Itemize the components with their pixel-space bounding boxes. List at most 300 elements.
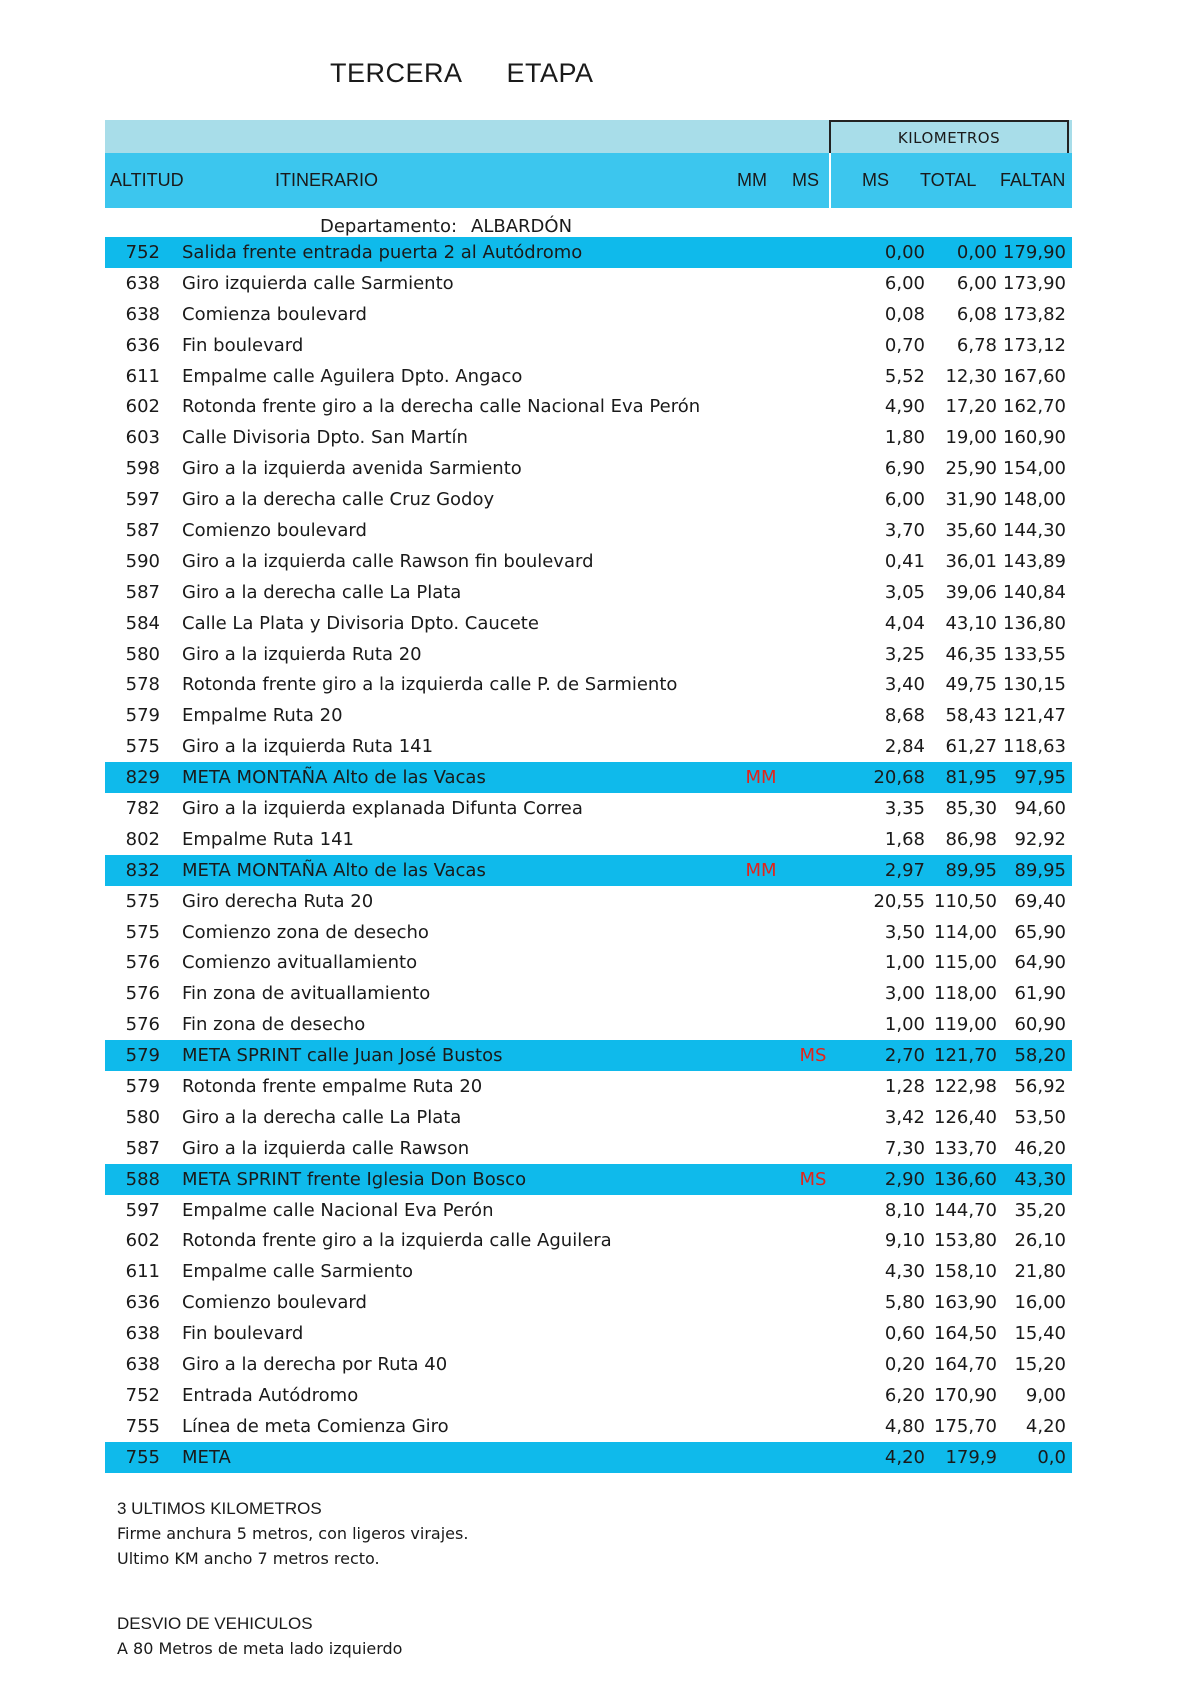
cell-km-total: 58,43 — [945, 705, 997, 727]
cell-km-ms: 1,28 — [884, 1075, 925, 1097]
cell-km-ms: 4,30 — [884, 1261, 925, 1283]
cell-km-faltan: 4,20 — [1025, 1415, 1066, 1437]
cell-altitud: 584 — [125, 612, 160, 634]
table-row — [105, 1318, 1072, 1349]
cell-km-total: 17,20 — [945, 396, 997, 418]
col-header-itinerario: ITINERARIO — [275, 170, 379, 190]
cell-km-faltan: 143,89 — [1003, 550, 1066, 572]
cell-km-ms: 3,00 — [884, 983, 925, 1005]
cell-km-ms: 3,25 — [884, 643, 925, 665]
cell-altitud: 578 — [125, 674, 160, 696]
last-km-title: 3 ULTIMOS KILOMETROS — [117, 1499, 322, 1518]
cell-itinerario: Comienza boulevard — [182, 303, 367, 325]
cell-ms-marker — [788, 453, 838, 484]
cell-mm-marker — [735, 1442, 787, 1473]
table-row — [105, 886, 1072, 917]
cell-ms-marker — [788, 1380, 838, 1411]
department-label: Departamento: — [320, 216, 458, 237]
cell-km-faltan: 121,47 — [1003, 705, 1066, 727]
table-row-highlight — [105, 762, 1072, 793]
cell-altitud: 597 — [125, 1199, 160, 1221]
cell-ms-marker — [788, 793, 838, 824]
cell-mm-marker — [735, 1411, 787, 1442]
cell-altitud: 603 — [125, 427, 160, 449]
cell-km-faltan: 35,20 — [1014, 1199, 1066, 1221]
cell-altitud: 576 — [125, 952, 160, 974]
cell-ms-marker — [788, 1009, 838, 1040]
cell-mm-marker — [735, 391, 787, 422]
cell-mm-marker — [735, 237, 787, 268]
cell-ms-marker — [788, 824, 838, 855]
cell-km-total: 121,70 — [934, 1045, 997, 1067]
table-row — [105, 917, 1072, 948]
cell-km-total: 144,70 — [934, 1199, 997, 1221]
cell-km-total: 85,30 — [945, 797, 997, 819]
cell-itinerario: Empalme Ruta 141 — [182, 828, 354, 850]
cell-km-total: 126,40 — [934, 1106, 997, 1128]
itinerary-rows — [105, 237, 1072, 1473]
cell-mm-marker — [735, 484, 787, 515]
col-header-faltan: FALTAN — [1000, 170, 1066, 190]
cell-altitud: 579 — [125, 1045, 160, 1067]
cell-mm-marker — [735, 1102, 787, 1133]
table-row-highlight — [105, 855, 1072, 886]
table-row — [105, 515, 1072, 546]
cell-itinerario: Fin boulevard — [182, 334, 304, 356]
table-row — [105, 361, 1072, 392]
cell-itinerario: META — [182, 1446, 231, 1468]
cell-km-total: 31,90 — [945, 489, 997, 511]
cell-mm-marker — [735, 1040, 787, 1071]
cell-km-ms: 0,00 — [884, 241, 925, 263]
cell-mm-marker — [735, 608, 787, 639]
cell-itinerario: Calle Divisoria Dpto. San Martín — [182, 427, 468, 449]
cell-km-faltan: 58,20 — [1014, 1045, 1066, 1067]
cell-altitud: 580 — [125, 1106, 160, 1128]
table-row — [105, 1009, 1072, 1040]
cell-km-faltan: 92,92 — [1014, 828, 1066, 850]
cell-altitud: 576 — [125, 983, 160, 1005]
cell-itinerario: Giro a la derecha calle La Plata — [182, 1106, 462, 1128]
cell-ms-marker — [788, 1287, 838, 1318]
cell-ms-marker — [788, 484, 838, 515]
stage-table — [105, 120, 1072, 1473]
cell-mm-marker — [735, 978, 787, 1009]
cell-altitud: 638 — [125, 272, 160, 294]
cell-ms-marker — [788, 917, 838, 948]
cell-itinerario: Línea de meta Comienza Giro — [182, 1415, 449, 1437]
cell-altitud: 611 — [125, 1261, 160, 1283]
cell-mm-marker — [735, 453, 787, 484]
cell-km-total: 43,10 — [945, 612, 997, 634]
cell-altitud: 580 — [125, 643, 160, 665]
cell-altitud: 598 — [125, 458, 160, 480]
cell-km-ms: 1,00 — [884, 1014, 925, 1036]
table-row — [105, 947, 1072, 978]
cell-ms-marker — [788, 1411, 838, 1442]
cell-km-total: 6,08 — [956, 303, 997, 325]
cell-ms-marker — [788, 391, 838, 422]
cell-ms-marker — [788, 608, 838, 639]
cell-km-total: 61,27 — [945, 736, 997, 758]
cell-altitud: 755 — [125, 1415, 160, 1437]
table-row — [105, 1287, 1072, 1318]
cell-km-faltan: 160,90 — [1003, 427, 1066, 449]
cell-altitud: 588 — [125, 1168, 160, 1190]
cell-itinerario: Giro a la derecha calle Cruz Godoy — [182, 489, 495, 511]
cell-km-faltan: 21,80 — [1014, 1261, 1066, 1283]
cell-km-total: 179,9 — [945, 1446, 997, 1468]
cell-ms-marker — [788, 762, 838, 793]
cell-ms-marker — [788, 639, 838, 670]
col-header-km-ms: MS — [862, 170, 889, 190]
cell-altitud: 636 — [125, 1292, 160, 1314]
table-row — [105, 978, 1072, 1009]
cell-itinerario: Giro a la derecha calle La Plata — [182, 581, 462, 603]
cell-altitud: 602 — [125, 396, 160, 418]
cell-km-ms: 20,68 — [873, 767, 925, 789]
cell-km-total: 164,50 — [934, 1323, 997, 1345]
cell-km-faltan: 89,95 — [1014, 859, 1066, 881]
cell-ms-marker — [788, 546, 838, 577]
cell-km-total: 19,00 — [945, 427, 997, 449]
table-row-highlight — [105, 1040, 1072, 1071]
cell-km-ms: 2,84 — [884, 736, 925, 758]
cell-altitud: 587 — [125, 1137, 160, 1159]
col-header-total: TOTAL — [920, 170, 977, 190]
cell-mm-marker — [735, 886, 787, 917]
table-row — [105, 1411, 1072, 1442]
cell-ms-marker — [788, 361, 838, 392]
cell-km-total: 115,00 — [934, 952, 997, 974]
col-header-ms: MS — [792, 170, 819, 190]
cell-mm-marker — [735, 824, 787, 855]
cell-km-faltan: 94,60 — [1014, 797, 1066, 819]
cell-ms-marker — [788, 1318, 838, 1349]
table-row — [105, 1256, 1072, 1287]
cell-altitud: 752 — [125, 1384, 160, 1406]
cell-itinerario: Giro izquierda calle Sarmiento — [182, 272, 454, 294]
cell-ms-marker — [788, 886, 838, 917]
cell-km-total: 86,98 — [945, 828, 997, 850]
table-row — [105, 824, 1072, 855]
cell-ms-marker: MS — [799, 1168, 827, 1190]
cell-km-ms: 4,20 — [884, 1446, 925, 1468]
cell-itinerario: Empalme calle Nacional Eva Perón — [182, 1199, 494, 1221]
cell-km-total: 6,78 — [956, 334, 997, 356]
cell-km-faltan: 60,90 — [1014, 1014, 1066, 1036]
cell-ms-marker — [788, 731, 838, 762]
cell-km-faltan: 179,90 — [1003, 241, 1066, 263]
cell-ms-marker — [788, 1442, 838, 1473]
table-row — [105, 669, 1072, 700]
col-header-mm: MM — [737, 170, 767, 190]
cell-itinerario: Fin zona de desecho — [182, 1014, 366, 1036]
cell-km-faltan: 133,55 — [1003, 643, 1066, 665]
cell-mm-marker — [735, 1318, 787, 1349]
cell-km-ms: 5,80 — [884, 1292, 925, 1314]
cell-km-faltan: 65,90 — [1014, 921, 1066, 943]
cell-ms-marker — [788, 1133, 838, 1164]
cell-mm-marker — [735, 793, 787, 824]
cell-ms-marker — [788, 1256, 838, 1287]
cell-km-ms: 6,00 — [884, 272, 925, 294]
cell-mm-marker — [735, 361, 787, 392]
cell-km-total: 175,70 — [934, 1415, 997, 1437]
cell-km-faltan: 144,30 — [1003, 519, 1066, 541]
cell-altitud: 832 — [125, 859, 160, 881]
cell-ms-marker — [788, 577, 838, 608]
cell-itinerario: Salida frente entrada puerta 2 al Autódromo — [182, 241, 583, 263]
cell-altitud: 802 — [125, 828, 160, 850]
cell-km-total: 81,95 — [945, 767, 997, 789]
title-word-2: ETAPA — [506, 58, 594, 88]
cell-km-ms: 8,68 — [884, 705, 925, 727]
cell-km-ms: 3,50 — [884, 921, 925, 943]
cell-km-total: 49,75 — [945, 674, 997, 696]
last-km-line-1: Firme anchura 5 metros, con ligeros virajes. — [117, 1524, 469, 1543]
cell-mm-marker — [735, 1071, 787, 1102]
cell-km-ms: 4,80 — [884, 1415, 925, 1437]
cell-ms-marker — [788, 268, 838, 299]
cell-km-total: 0,00 — [956, 241, 997, 263]
cell-itinerario: Empalme calle Aguilera Dpto. Angaco — [182, 365, 523, 387]
cell-km-ms: 1,68 — [884, 828, 925, 850]
cell-mm-marker — [735, 330, 787, 361]
cell-ms-marker — [788, 1226, 838, 1257]
cell-mm-marker — [735, 669, 787, 700]
cell-itinerario: Giro a la izquierda Ruta 141 — [182, 736, 434, 758]
cell-km-total: 158,10 — [934, 1261, 997, 1283]
cell-ms-marker — [788, 237, 838, 268]
cell-ms-marker — [788, 700, 838, 731]
cell-altitud: 782 — [125, 797, 160, 819]
cell-itinerario: Comienzo zona de desecho — [182, 921, 429, 943]
cell-km-total: 114,00 — [934, 921, 997, 943]
cell-km-ms: 2,70 — [884, 1045, 925, 1067]
cell-altitud: 579 — [125, 705, 160, 727]
cell-mm-marker — [735, 1164, 787, 1195]
cell-km-faltan: 173,12 — [1003, 334, 1066, 356]
cell-mm-marker — [735, 515, 787, 546]
cell-mm-marker — [735, 1349, 787, 1380]
cell-itinerario: Rotonda frente giro a la derecha calle Nacional Eva Perón — [182, 396, 701, 418]
cell-ms-marker — [788, 422, 838, 453]
table-row — [105, 484, 1072, 515]
cell-km-total: 170,90 — [934, 1384, 997, 1406]
cell-itinerario: Comienzo boulevard — [182, 1292, 367, 1314]
cell-mm-marker: MM — [745, 767, 777, 789]
cell-km-total: 133,70 — [934, 1137, 997, 1159]
cell-mm-marker — [735, 700, 787, 731]
page-title — [330, 58, 610, 89]
cell-ms-marker — [788, 947, 838, 978]
cell-km-ms: 5,52 — [884, 365, 925, 387]
cell-itinerario: Comienzo boulevard — [182, 519, 367, 541]
table-row — [105, 700, 1072, 731]
cell-km-total: 6,00 — [956, 272, 997, 294]
cell-itinerario: Comienzo avituallamiento — [182, 952, 418, 974]
cell-km-total: 119,00 — [934, 1014, 997, 1036]
table-row — [105, 639, 1072, 670]
cell-altitud: 587 — [125, 581, 160, 603]
cell-km-ms: 2,97 — [884, 859, 925, 881]
cell-mm-marker — [735, 1009, 787, 1040]
table-row — [105, 608, 1072, 639]
cell-itinerario: Rotonda frente giro a la izquierda calle Aguilera — [182, 1230, 612, 1252]
cell-altitud: 755 — [125, 1446, 160, 1468]
cell-altitud: 575 — [125, 921, 160, 943]
cell-mm-marker — [735, 1287, 787, 1318]
cell-altitud: 752 — [125, 241, 160, 263]
cell-km-faltan: 15,20 — [1014, 1354, 1066, 1375]
cell-mm-marker — [735, 1380, 787, 1411]
cell-km-ms: 1,80 — [884, 427, 925, 449]
cell-ms-marker — [788, 299, 838, 330]
cell-km-total: 164,70 — [934, 1354, 997, 1375]
table-row — [105, 299, 1072, 330]
cell-mm-marker — [735, 947, 787, 978]
cell-km-ms: 6,20 — [884, 1384, 925, 1406]
cell-km-total: 89,95 — [945, 859, 997, 881]
table-row — [105, 577, 1072, 608]
cell-itinerario: Rotonda frente empalme Ruta 20 — [182, 1075, 483, 1097]
cell-km-faltan: 162,70 — [1003, 396, 1066, 418]
cell-mm-marker — [735, 639, 787, 670]
cell-altitud: 829 — [125, 767, 160, 789]
cell-km-faltan: 64,90 — [1014, 952, 1066, 974]
cell-km-ms: 0,41 — [884, 550, 925, 572]
table-row — [105, 330, 1072, 361]
cell-km-faltan: 130,15 — [1003, 674, 1066, 696]
cell-km-ms: 0,70 — [884, 334, 925, 356]
cell-km-faltan: 148,00 — [1003, 489, 1066, 511]
cell-altitud: 638 — [125, 1354, 160, 1375]
cell-km-total: 110,50 — [934, 890, 997, 912]
cell-itinerario: Giro a la izquierda avenida Sarmiento — [182, 458, 522, 480]
cell-km-total: 12,30 — [945, 365, 997, 387]
table-row — [105, 1380, 1072, 1411]
table-row — [105, 1349, 1072, 1380]
cell-km-ms: 0,20 — [884, 1354, 925, 1375]
cell-mm-marker: MM — [745, 859, 777, 881]
kilometros-group-header: KILOMETROS — [829, 120, 1069, 153]
cell-itinerario: Empalme Ruta 20 — [182, 705, 343, 727]
cell-ms-marker — [788, 1195, 838, 1226]
cell-altitud: 611 — [125, 365, 160, 387]
cell-ms-marker — [788, 978, 838, 1009]
cell-km-faltan: 69,40 — [1014, 890, 1066, 912]
cell-itinerario: Giro a la izquierda calle Rawson fin boulevard — [182, 550, 594, 572]
cell-km-ms: 6,00 — [884, 489, 925, 511]
cell-km-total: 153,80 — [934, 1230, 997, 1252]
col-header-altitud: ALTITUD — [110, 170, 184, 190]
cell-mm-marker — [735, 268, 787, 299]
cell-altitud: 602 — [125, 1230, 160, 1252]
table-row — [105, 731, 1072, 762]
table-row — [105, 1226, 1072, 1257]
table-row-highlight — [105, 1164, 1072, 1195]
cell-km-faltan: 136,80 — [1003, 612, 1066, 634]
cell-mm-marker — [735, 731, 787, 762]
cell-km-faltan: 16,00 — [1014, 1292, 1066, 1314]
cell-km-faltan: 173,82 — [1003, 303, 1066, 325]
cell-km-total: 35,60 — [945, 519, 997, 541]
cell-itinerario: Giro a la izquierda Ruta 20 — [182, 643, 422, 665]
cell-mm-marker — [735, 1133, 787, 1164]
cell-mm-marker — [735, 1226, 787, 1257]
cell-km-faltan: 43,30 — [1014, 1168, 1066, 1190]
cell-km-ms: 4,04 — [884, 612, 925, 634]
cell-km-faltan: 140,84 — [1003, 581, 1066, 603]
cell-km-total: 163,90 — [934, 1292, 997, 1314]
cell-km-faltan: 15,40 — [1014, 1323, 1066, 1345]
cell-km-ms: 3,35 — [884, 797, 925, 819]
cell-km-faltan: 154,00 — [1003, 458, 1066, 480]
cell-ms-marker — [788, 855, 838, 886]
cell-itinerario: Giro a la izquierda explanada Difunta Correa — [182, 797, 583, 819]
cell-km-faltan: 97,95 — [1014, 767, 1066, 789]
notes-section — [117, 1496, 468, 1661]
cell-km-ms: 1,00 — [884, 952, 925, 974]
cell-altitud: 638 — [125, 303, 160, 325]
cell-altitud: 587 — [125, 519, 160, 541]
cell-mm-marker — [735, 299, 787, 330]
cell-mm-marker — [735, 1256, 787, 1287]
cell-itinerario: META SPRINT frente Iglesia Don Bosco — [182, 1168, 527, 1190]
table-row-highlight — [105, 237, 1072, 268]
cell-mm-marker — [735, 422, 787, 453]
cell-km-faltan: 118,63 — [1003, 736, 1066, 758]
cell-km-total: 122,98 — [934, 1075, 997, 1097]
cell-altitud: 579 — [125, 1075, 160, 1097]
cell-km-faltan: 46,20 — [1014, 1137, 1066, 1159]
cell-ms-marker — [788, 1349, 838, 1380]
cell-km-total: 118,00 — [934, 983, 997, 1005]
cell-km-ms: 6,90 — [884, 458, 925, 480]
cell-itinerario: Fin zona de avituallamiento — [182, 983, 431, 1005]
cell-km-total: 36,01 — [945, 550, 997, 572]
cell-altitud: 590 — [125, 550, 160, 572]
cell-itinerario: META SPRINT calle Juan José Bustos — [182, 1045, 503, 1067]
cell-ms-marker — [788, 330, 838, 361]
cell-itinerario: Calle La Plata y Divisoria Dpto. Caucete — [182, 612, 539, 634]
cell-km-total: 25,90 — [945, 458, 997, 480]
department-name: ALBARDÓN — [471, 216, 573, 237]
cell-km-ms: 7,30 — [884, 1137, 925, 1159]
table-header-top — [105, 120, 1072, 153]
detour-line-1: A 80 Metros de meta lado izquierdo — [117, 1639, 403, 1658]
last-km-line-2: Ultimo KM ancho 7 metros recto. — [117, 1549, 380, 1568]
table-row — [105, 793, 1072, 824]
cell-km-faltan: 56,92 — [1014, 1075, 1066, 1097]
table-row — [105, 422, 1072, 453]
cell-ms-marker — [788, 1071, 838, 1102]
cell-km-ms: 3,05 — [884, 581, 925, 603]
cell-itinerario: Rotonda frente giro a la izquierda calle P. de Sarmiento — [182, 674, 678, 696]
cell-mm-marker — [735, 546, 787, 577]
title-word-1: TERCERA — [330, 58, 463, 88]
table-row — [105, 268, 1072, 299]
cell-ms-marker — [788, 669, 838, 700]
table-row — [105, 1071, 1072, 1102]
cell-km-total: 39,06 — [945, 581, 997, 603]
cell-ms-marker: MS — [799, 1045, 827, 1067]
cell-altitud: 638 — [125, 1323, 160, 1345]
cell-km-total: 46,35 — [945, 643, 997, 665]
table-row-highlight — [105, 1442, 1072, 1473]
cell-km-ms: 0,60 — [884, 1323, 925, 1345]
